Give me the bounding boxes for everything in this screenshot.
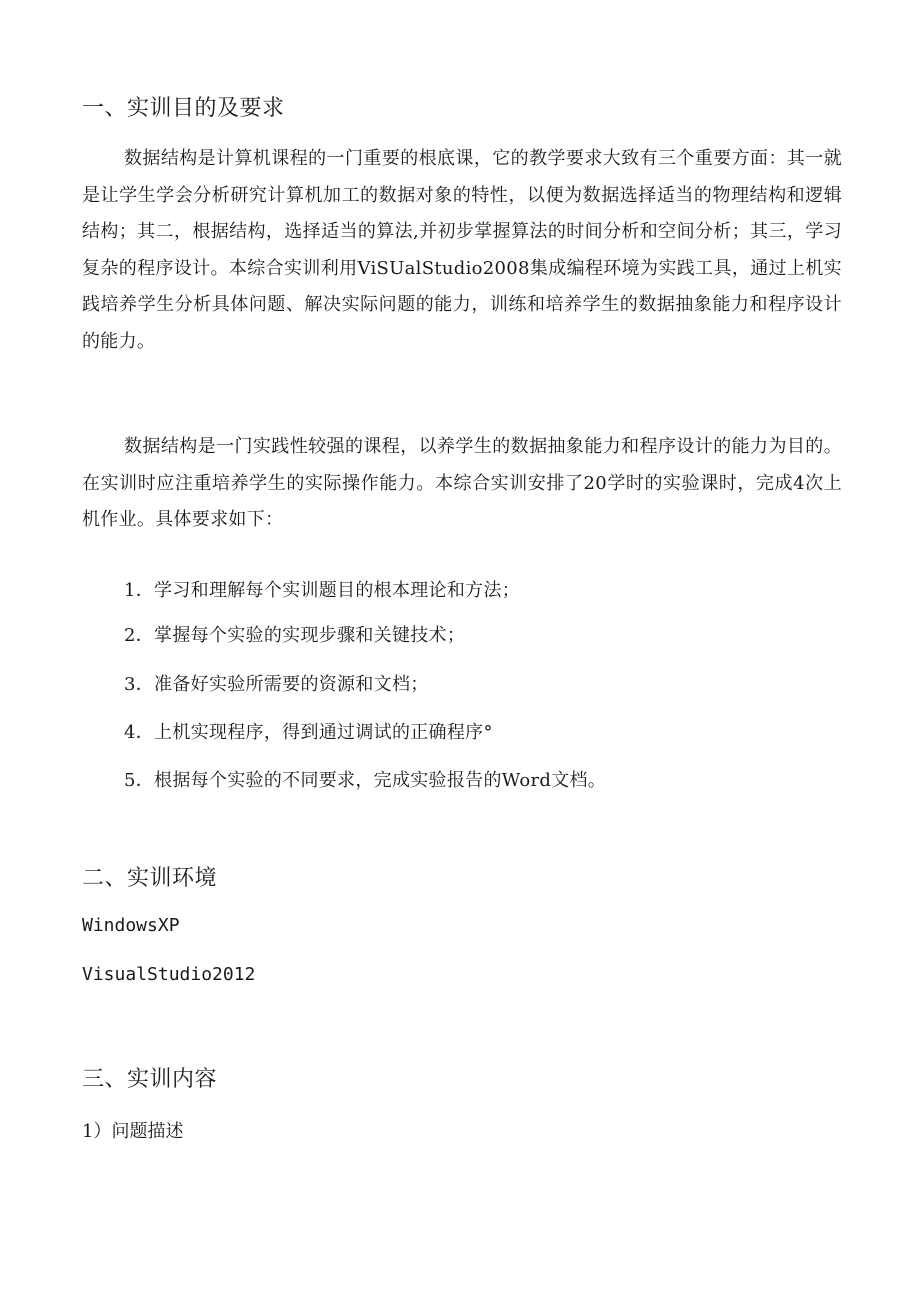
environment-item: WindowsXP: [82, 915, 180, 936]
subheading-problem-description: 1）问题描述: [82, 1121, 184, 1142]
list-item: 3．准备好实验所需要的资源和文档；: [124, 674, 429, 695]
paragraph-practice-requirements: 数据结构是一门实践性较强的课程，以养学生的数据抽象能力和程序设计的能力为目的。在实训时应注重培养学生的实际操作能力。本综合实训安排了20学时的实验课时，完成4次上机作业。具体要求如下：: [82, 436, 842, 530]
list-item: 5．根据每个实验的不同要求，完成实验报告的Word文档。: [124, 770, 607, 791]
list-item: 2．掌握每个实验的实现步骤和关键技术；: [124, 625, 466, 646]
section-heading-environment: 二、实训环境: [82, 866, 218, 891]
environment-item: VisualStudio2012: [82, 964, 256, 985]
list-item: 1．学习和理解每个实训题目的根本理论和方法；: [124, 580, 521, 601]
section-heading-content: 三、实训内容: [82, 1067, 218, 1092]
paragraph-course-description: 数据结构是计算机课程的一门重要的根底课，它的教学要求大致有三个重要方面：其一就是让学生学会分析研究计算机加工的数据对象的特性，以便为数据选择适当的物理结构和逻辑结构；其二，根据结构，选择适当的算法,并初步掌握算法的时间分析和空间分析；其三，学习复杂的程序设计。本综合实训利用ViSUalStudio2008集成编程环境为实践工具，通过上机实践培养学生分析具体问题、解决实际问题的能力，训练和培养学生的数据抽象能力和程序设计的能力。: [82, 148, 842, 352]
list-item: 4．上机实现程序，得到通过调试的正确程序°: [124, 722, 493, 743]
section-heading-objectives: 一、实训目的及要求: [82, 96, 285, 121]
